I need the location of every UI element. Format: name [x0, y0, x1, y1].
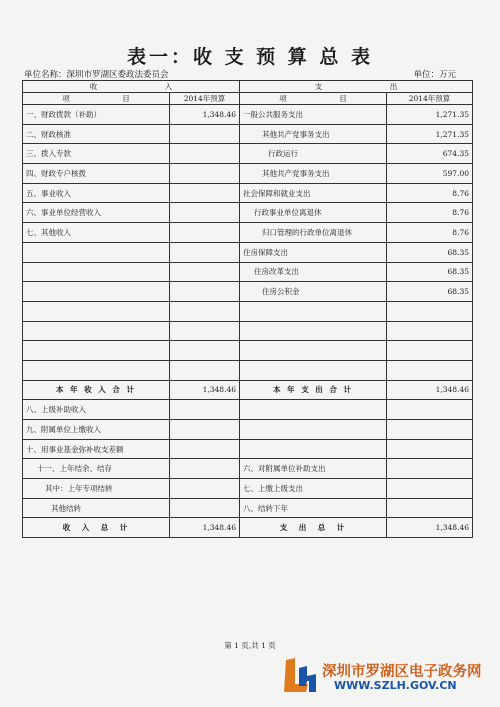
table-row [23, 164, 473, 184]
expense-item-cell: 社会保障和就业支出 [240, 183, 387, 203]
expense-item-cell [240, 341, 387, 361]
budget-table [22, 80, 473, 538]
income-item-cell [23, 341, 170, 361]
income-item-cell: 九、附属单位上缴收入 [23, 420, 170, 440]
header-row-2 [23, 93, 473, 105]
income-item-cell: 五、事业收入 [23, 183, 170, 203]
income-item-cell: 收 入 总 计 [23, 518, 170, 538]
income-budget-cell [170, 321, 240, 341]
income-item-cell [23, 262, 170, 282]
expense-budget-cell [387, 420, 473, 440]
table-row [23, 301, 473, 321]
table-row [23, 242, 473, 262]
expense-budget-cell [387, 321, 473, 341]
expense-budget-header: 2014年预算 [387, 93, 473, 105]
expense-budget-cell: 68.35 [387, 282, 473, 302]
table-row [23, 479, 473, 499]
unit-label: 单位：万元 [413, 70, 456, 80]
income-budget-cell [170, 420, 240, 440]
table-row [23, 360, 473, 380]
income-item-cell: 十、用事业基金弥补收支差额 [23, 439, 170, 459]
table-row [23, 223, 473, 243]
expense-item-cell [240, 439, 387, 459]
expense-budget-cell [387, 360, 473, 380]
income-item-cell: 本 年 收 入 合 计 [23, 380, 170, 400]
table-row [23, 459, 473, 479]
expense-item-cell: 七、上缴上级支出 [240, 479, 387, 499]
income-budget-cell [170, 459, 240, 479]
unit-name: 单位名称：深圳市罗湖区委政法委员会 [24, 70, 169, 80]
expense-item-cell: 归口管理的行政单位离退休 [240, 223, 387, 243]
table-row [23, 341, 473, 361]
expense-item-cell [240, 420, 387, 440]
income-item-cell [23, 282, 170, 302]
income-budget-cell [170, 164, 240, 184]
expense-budget-cell [387, 400, 473, 420]
income-item-cell: 三、拨入专款 [23, 144, 170, 164]
income-budget-cell [170, 282, 240, 302]
expense-item-cell [240, 400, 387, 420]
header-row-1 [23, 81, 473, 93]
income-budget-header: 2014年预算 [170, 93, 240, 105]
table-row [23, 518, 473, 538]
portal-url: WWW.SZLH.GOV.CN [334, 679, 457, 692]
expense-item-cell: 住房保障支出 [240, 242, 387, 262]
page-footer: 第 1 页,共 1 页 [224, 641, 276, 650]
expense-budget-cell: 1,348.46 [387, 380, 473, 400]
income-item-cell: 一、财政拨款（补助） [23, 105, 170, 125]
income-budget-cell [170, 498, 240, 518]
portal-logo [282, 654, 492, 698]
income-budget-cell: 1,348.46 [170, 518, 240, 538]
income-budget-cell [170, 242, 240, 262]
expense-item-cell [240, 321, 387, 341]
income-item-cell: 八、上级补助收入 [23, 400, 170, 420]
expense-item-header: 项 目 [240, 93, 387, 105]
income-item-cell: 其中：上年专项结转 [23, 479, 170, 499]
income-item-cell: 七、其他收入 [23, 223, 170, 243]
income-budget-cell [170, 400, 240, 420]
expense-budget-cell [387, 459, 473, 479]
expense-header: 支 出 [240, 81, 473, 93]
expense-budget-cell: 8.76 [387, 203, 473, 223]
expense-item-cell: 其他共产党事务支出 [240, 164, 387, 184]
expense-budget-cell: 68.35 [387, 262, 473, 282]
expense-item-cell: 行政运行 [240, 144, 387, 164]
income-budget-cell [170, 341, 240, 361]
expense-item-cell: 住房公积金 [240, 282, 387, 302]
income-item-cell [23, 242, 170, 262]
table-row [23, 400, 473, 420]
income-budget-cell: 1,348.46 [170, 380, 240, 400]
income-item-cell: 其他结转 [23, 498, 170, 518]
expense-budget-cell: 1,271.35 [387, 105, 473, 125]
expense-item-cell: 其他共产党事务支出 [240, 124, 387, 144]
income-budget-cell [170, 262, 240, 282]
income-item-cell: 六、事业单位经营收入 [23, 203, 170, 223]
income-item-cell: 四、财政专户核拨 [23, 164, 170, 184]
income-item-cell: 十一、上年结余、结存 [23, 459, 170, 479]
expense-budget-cell: 8.76 [387, 223, 473, 243]
income-budget-cell [170, 183, 240, 203]
income-item-cell [23, 360, 170, 380]
expense-budget-cell: 597.00 [387, 164, 473, 184]
income-budget-cell: 1,348.46 [170, 105, 240, 125]
expense-item-cell: 一般公共服务支出 [240, 105, 387, 125]
expense-budget-cell [387, 439, 473, 459]
page-title: 表一：收 支 预 算 总 表 [126, 46, 374, 68]
expense-budget-cell: 1,271.35 [387, 124, 473, 144]
income-item-cell [23, 301, 170, 321]
expense-budget-cell [387, 498, 473, 518]
income-item-header: 项 目 [23, 93, 170, 105]
expense-item-cell: 六、对附属单位补助支出 [240, 459, 387, 479]
expense-item-cell [240, 360, 387, 380]
expense-item-cell [240, 301, 387, 321]
table-row [23, 380, 473, 400]
expense-item-cell: 支 出 总 计 [240, 518, 387, 538]
expense-item-cell: 行政事业单位离退休 [240, 203, 387, 223]
expense-budget-cell: 8.76 [387, 183, 473, 203]
table-row [23, 105, 473, 125]
income-budget-cell [170, 360, 240, 380]
table-row [23, 144, 473, 164]
income-budget-cell [170, 223, 240, 243]
expense-budget-cell [387, 341, 473, 361]
income-budget-cell [170, 439, 240, 459]
income-budget-cell [170, 479, 240, 499]
table-row [23, 498, 473, 518]
expense-budget-cell: 1,348.46 [387, 518, 473, 538]
income-header: 收 入 [23, 81, 240, 93]
table-row [23, 262, 473, 282]
expense-item-cell: 住房改革支出 [240, 262, 387, 282]
income-budget-cell [170, 124, 240, 144]
table-row [23, 282, 473, 302]
expense-budget-cell: 674.35 [387, 144, 473, 164]
logo-mark-icon [282, 654, 320, 696]
table-row [23, 321, 473, 341]
income-item-cell: 二、财政核准 [23, 124, 170, 144]
expense-budget-cell: 68.35 [387, 242, 473, 262]
table-row [23, 203, 473, 223]
expense-item-cell: 八、结转下年 [240, 498, 387, 518]
income-item-cell [23, 321, 170, 341]
table-row [23, 420, 473, 440]
income-budget-cell [170, 144, 240, 164]
expense-item-cell: 本 年 支 出 合 计 [240, 380, 387, 400]
table-row [23, 124, 473, 144]
expense-budget-cell [387, 479, 473, 499]
table-row [23, 183, 473, 203]
income-budget-cell [170, 203, 240, 223]
portal-name: 深圳市罗湖区电子政务网 [322, 664, 482, 680]
table-row [23, 439, 473, 459]
income-budget-cell [170, 301, 240, 321]
expense-budget-cell [387, 301, 473, 321]
